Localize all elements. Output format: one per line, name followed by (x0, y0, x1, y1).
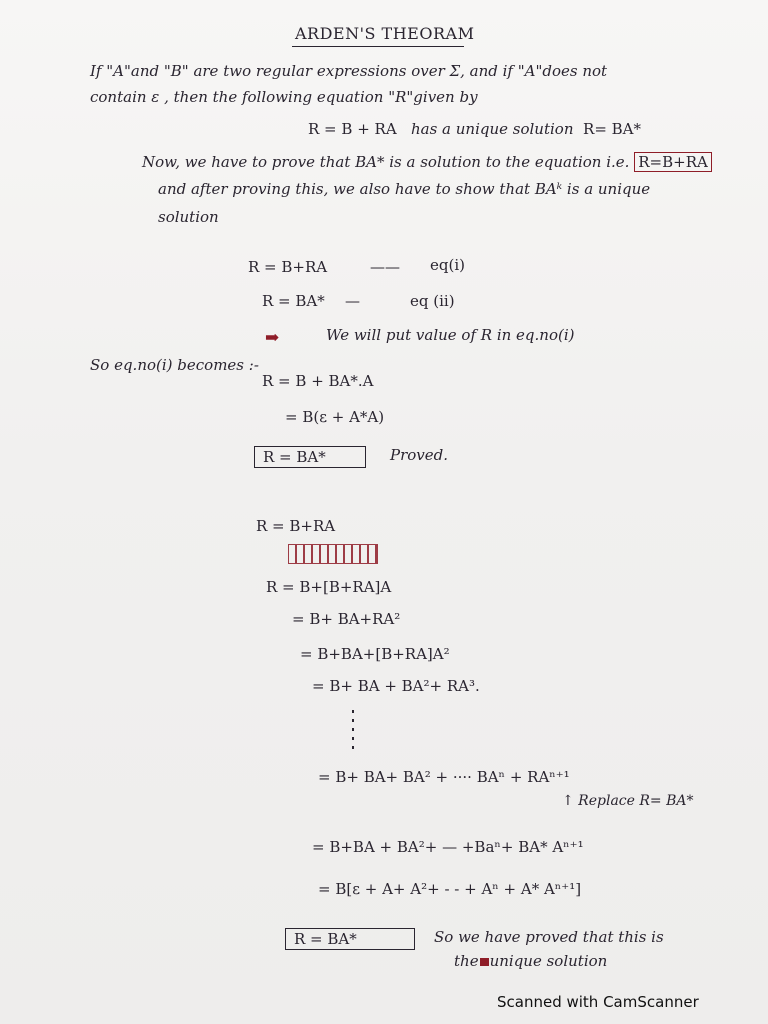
eq-2-label: eq (ii) (410, 292, 455, 310)
result-box: R = BA* (254, 446, 366, 468)
eq-1-dash: —— (370, 258, 400, 276)
ink-blot (480, 958, 489, 966)
conclusion-word-the: the (454, 952, 479, 970)
part2-step-6: = B+BA + BA²+ — +Baⁿ+ BA* Aⁿ⁺¹ (312, 838, 584, 856)
part2-step-1: R = B+[B+RA]A (266, 578, 392, 596)
step-1: R = B + BA*.A (262, 372, 374, 390)
proved-label: Proved. (390, 446, 449, 464)
unique-solution-value: R= BA* (583, 120, 642, 138)
theorem-equation: R = B + RA (308, 120, 397, 138)
part2-eq: R = B+RA (256, 517, 336, 535)
page-title: ARDEN'S THEORAM (295, 24, 475, 43)
step-2: = B(ε + A*A) (285, 408, 385, 426)
part2-step-4: = B+ BA + BA²+ RA³. (312, 677, 480, 695)
conclusion-line-2 (454, 952, 607, 970)
prove-line-1 (142, 153, 712, 171)
theorem-statement (308, 120, 641, 138)
conclusion-line-1: So we have proved that this is (434, 928, 664, 946)
scanner-watermark: Scanned with CamScanner (497, 993, 699, 1011)
prove-line-2: and after proving this, we also have to show that BAᵏ is a unique (158, 180, 651, 198)
part2-step-3: = B+BA+[B+RA]A² (300, 645, 450, 663)
becomes-label: So eq.no(i) becomes :- (90, 356, 259, 374)
final-result-box: R = BA* (285, 928, 415, 950)
prove-text: Now, we have to prove that BA* is a solution to the equation i.e. (142, 153, 630, 171)
red-arrow-icon: ➡ (265, 328, 280, 348)
unique-solution-text: has a unique solution (410, 120, 574, 138)
replace-note: ↑ Replace R= BA* (562, 793, 694, 809)
put-value-note: We will put value of R in eq.no(i) (326, 326, 575, 344)
part2-step-7: = B[ε + A+ A²+ - - + Aⁿ + A* Aⁿ⁺¹] (318, 880, 582, 898)
eq-1-label: eq(i) (430, 256, 465, 274)
part2-step-2: = B+ BA+RA² (292, 610, 401, 628)
eq-1: R = B+RA (248, 258, 328, 276)
intro-line-2: contain ε , then the following equation "R"given by (90, 88, 478, 106)
intro-line-1: If "A"and "B" are two regular expressions over Σ, and if "A"does not (90, 62, 608, 80)
vertical-ellipsis (352, 710, 354, 754)
prove-line-3: solution (158, 208, 219, 226)
conclusion-rest: unique solution (489, 952, 608, 970)
part2-step-5: = B+ BA+ BA² + ···· BAⁿ + RAⁿ⁺¹ (318, 768, 570, 786)
eq-2: R = BA* (262, 292, 325, 310)
struck-out-scribble (288, 544, 378, 564)
eq-2-dash: — (345, 292, 360, 310)
title-underline (292, 46, 464, 47)
boxed-equation: R=B+RA (634, 152, 712, 172)
